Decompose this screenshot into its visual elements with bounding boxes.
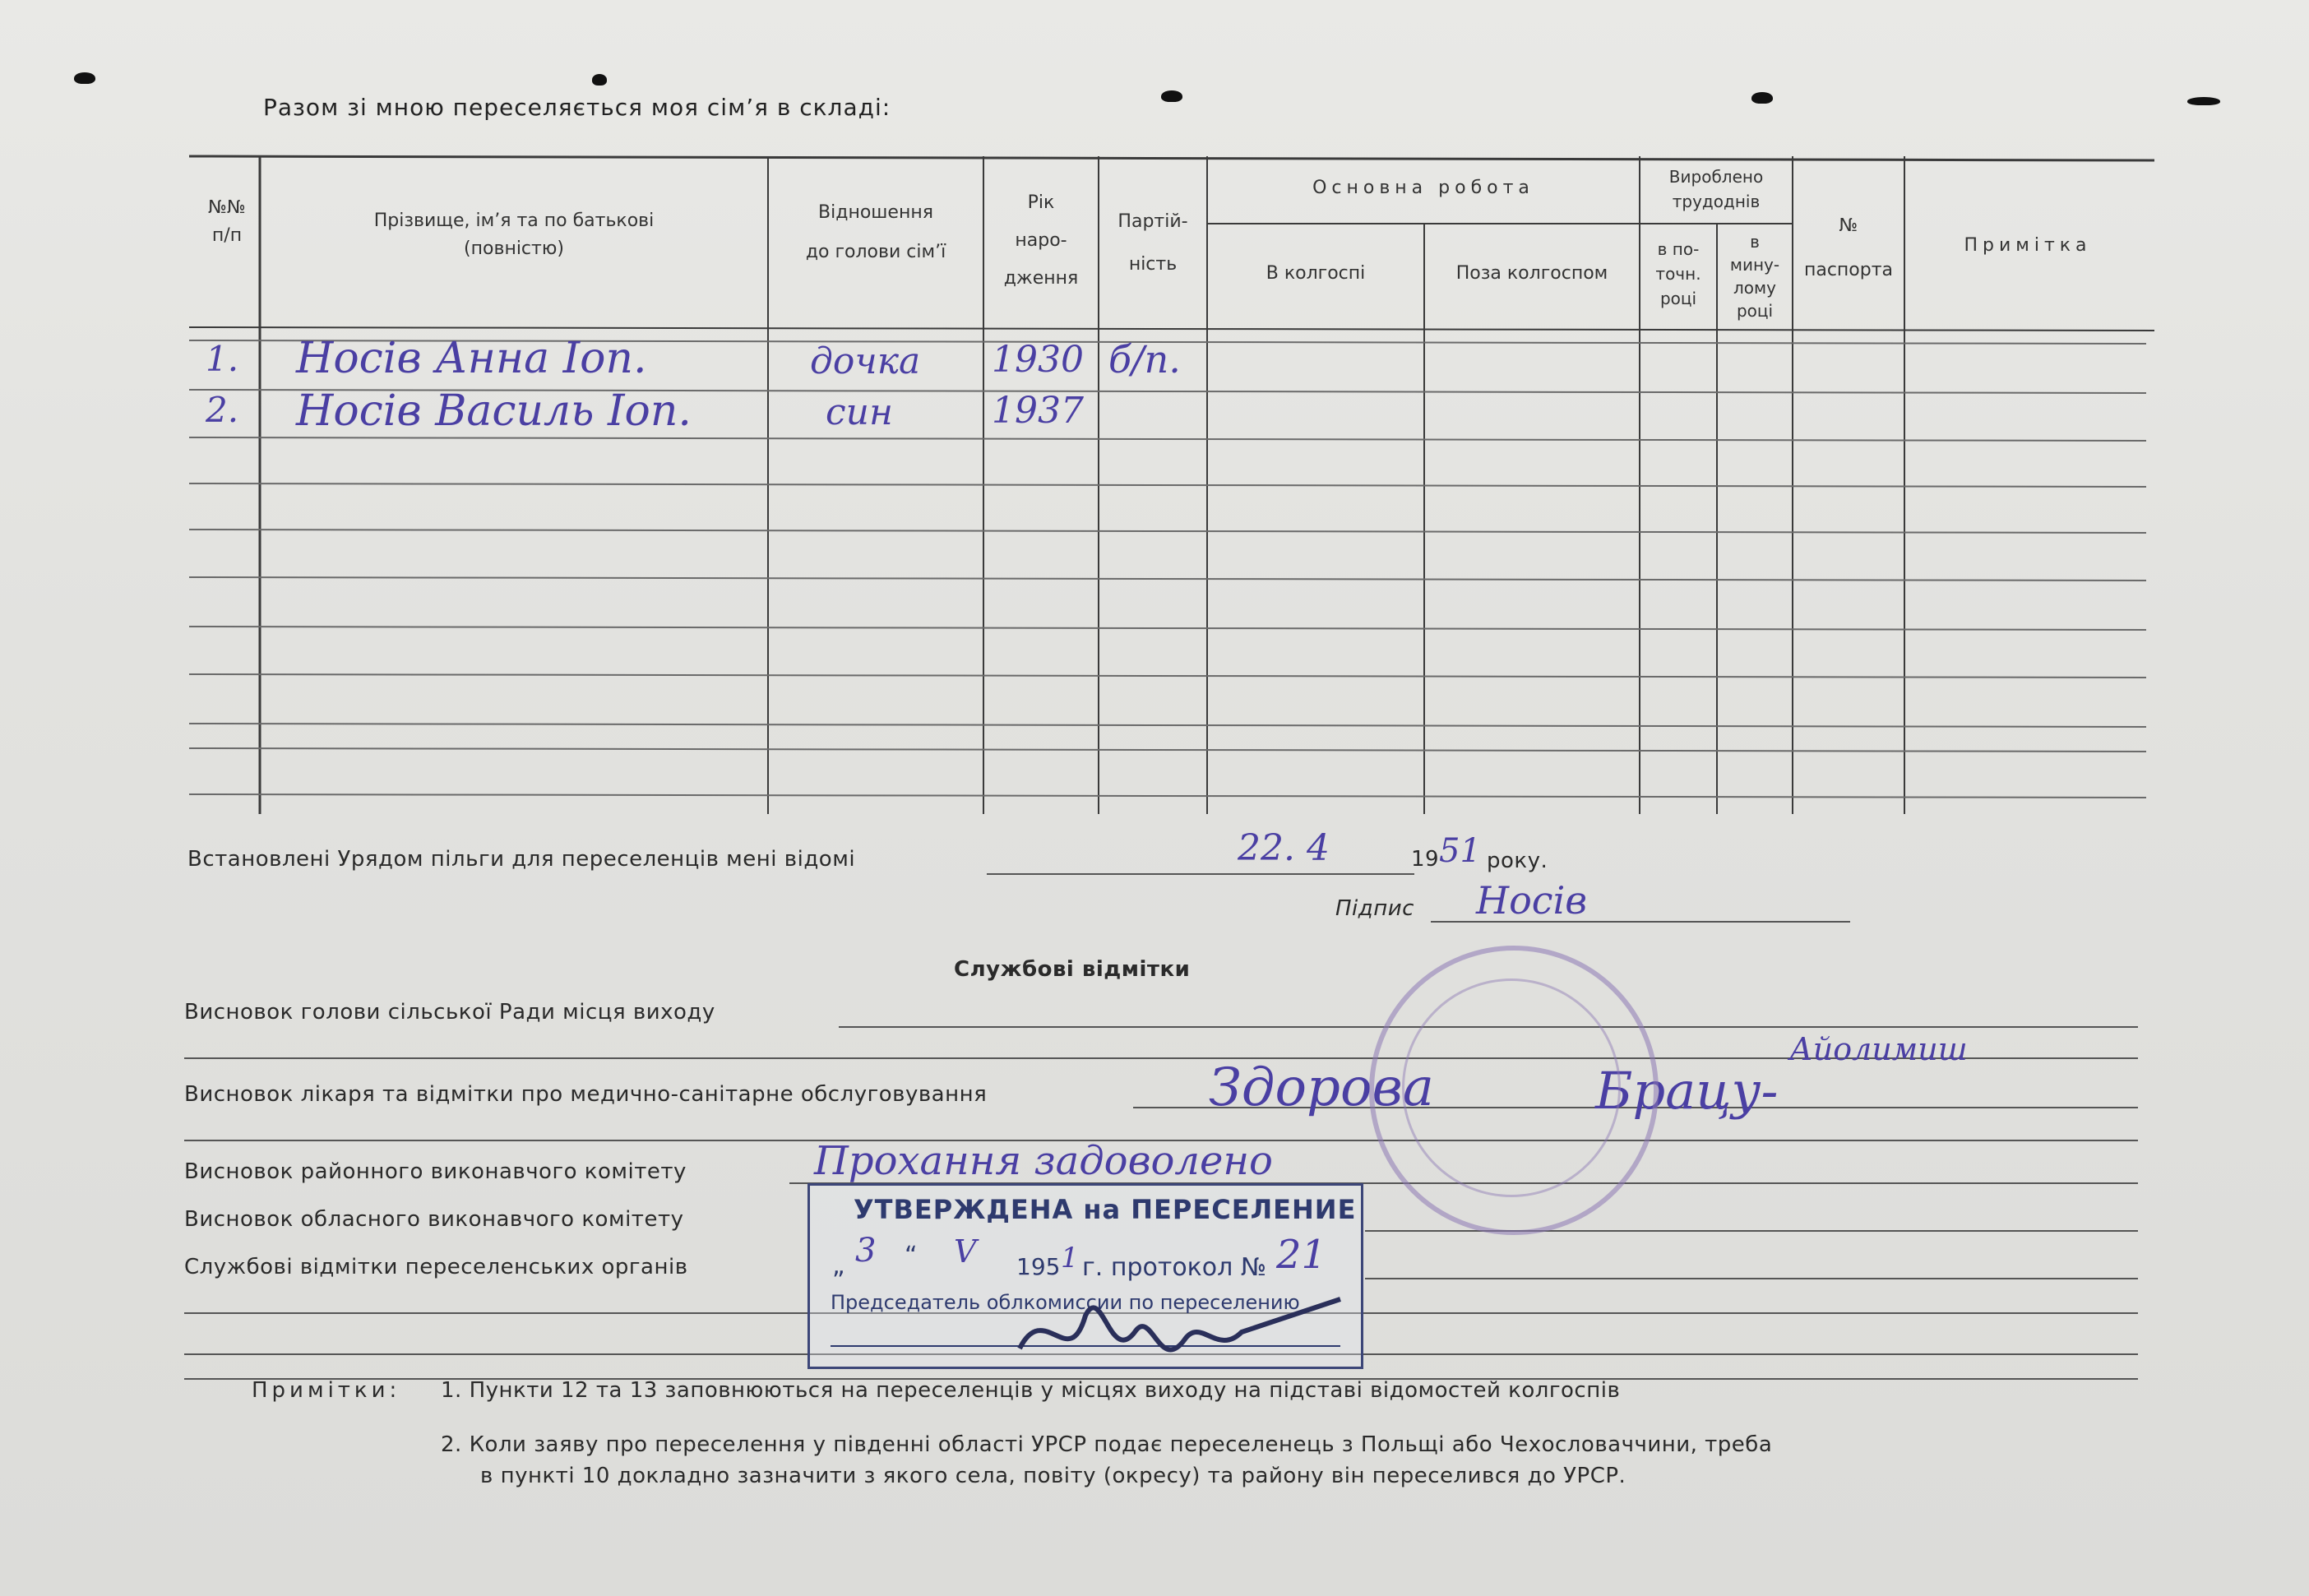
row-number: 1. bbox=[206, 339, 239, 379]
col-header-name: Прізвище, ім’я та по батькові (повністю) bbox=[373, 210, 655, 259]
col-header-birth-year: Рік наро- дження bbox=[1003, 192, 1079, 289]
notes-label: Примітки: bbox=[252, 1378, 401, 1403]
oblast-committee-label: Висновок обласного виконавчого комітету bbox=[184, 1207, 684, 1232]
benefits-date: 22. 4 bbox=[1238, 827, 1330, 869]
stamp-day: 3 bbox=[855, 1232, 877, 1270]
note-2: 2. Коли заяву про переселення у південні області УРСР подає переселенець з Польщі або Чехословаччини, треба bbox=[441, 1432, 1773, 1457]
stamp-year: 1 bbox=[1061, 1242, 1079, 1274]
doctor-label: Висновок лікаря та відмітки про медично-санітарне обслуговування bbox=[184, 1082, 988, 1107]
col-header-in-kolhosp: В колгоспі bbox=[1266, 263, 1366, 284]
signature: Носів bbox=[1476, 878, 1588, 923]
stamp-year-prefix: 195 bbox=[1016, 1253, 1061, 1280]
col-header-number: №№ п/п bbox=[208, 197, 246, 246]
benefits-year-prefix: 19 bbox=[1411, 847, 1440, 872]
doctor-signature: Брацу- bbox=[1595, 1061, 1779, 1121]
row-name: Носів Василь Іоп. bbox=[296, 386, 692, 436]
row-relation: син bbox=[826, 391, 893, 433]
stamp-protocol-number: 21 bbox=[1276, 1232, 1327, 1278]
stamp-signature bbox=[1011, 1283, 1357, 1381]
stamp-quote-close: “ bbox=[905, 1242, 918, 1270]
district-conclusion: Прохання задоволено bbox=[814, 1138, 1273, 1184]
district-committee-label: Висновок районного виконавчого комітету bbox=[184, 1159, 687, 1184]
col-header-passport: № паспорта bbox=[1803, 215, 1894, 280]
resettlement-line bbox=[1365, 1278, 2138, 1279]
col-header-relation: Відношення до голови сім’ї bbox=[805, 202, 946, 262]
benefits-year-suffix: року. bbox=[1487, 849, 1548, 873]
stamp-title: УТВЕРЖДЕНА на ПЕРЕСЕЛЕНИЕ bbox=[854, 1194, 1357, 1225]
stamp-month: V bbox=[954, 1233, 977, 1270]
col-header-party: Партій- ність bbox=[1117, 211, 1188, 275]
stamp-protocol: г. протокол № bbox=[1082, 1253, 1267, 1282]
doctor-name: Айолимиш bbox=[1789, 1031, 1968, 1067]
stamp-chairman: Председатель облкомиссии по переселению bbox=[831, 1291, 1300, 1314]
note-2-continued: в пункті 10 докладно зазначити з якого села, повіту (окресу) та району він переселився до УРСР. bbox=[480, 1464, 1626, 1488]
col-header-past-year: в мину- лому році bbox=[1729, 232, 1780, 321]
benefits-line bbox=[987, 873, 1414, 875]
row-number: 2. bbox=[206, 390, 239, 430]
benefits-text: Встановлені Урядом пільги для переселенців мені відомі bbox=[187, 847, 856, 872]
col-header-outside-kolhosp: Поза колгоспом bbox=[1455, 263, 1608, 284]
row-party: б/п. bbox=[1108, 337, 1181, 382]
row-birth-year: 1937 bbox=[992, 390, 1084, 432]
row-birth-year: 1930 bbox=[992, 339, 1084, 381]
official-title: Службові відмітки bbox=[954, 957, 1191, 982]
col-header-current-year: в по- точн. році bbox=[1655, 239, 1701, 308]
col-header-workdays: Вироблено трудоднів bbox=[1668, 167, 1764, 211]
row-relation: дочка bbox=[810, 340, 921, 382]
family-heading: Разом зі мною переселяється моя сім’я в складі: bbox=[263, 94, 891, 121]
resettlement-marks-label: Службові відмітки переселенських органів bbox=[184, 1255, 688, 1279]
stamp-quote-open: „ bbox=[832, 1251, 845, 1280]
benefits-year: 51 bbox=[1439, 832, 1481, 870]
col-header-note: Примітка bbox=[1964, 235, 2092, 256]
col-header-main-work: Основна робота bbox=[1312, 178, 1534, 198]
signature-label: Підпис bbox=[1335, 896, 1414, 921]
village-head-label: Висновок голови сільської Ради місця виходу bbox=[184, 1000, 715, 1025]
note-1: 1. Пункти 12 та 13 заповнюються на переселенців у місцях виходу на підставі відомостей колгоспів bbox=[441, 1378, 1621, 1403]
round-seal-inner bbox=[1402, 978, 1621, 1197]
row-name: Носів Анна Іоп. bbox=[296, 334, 647, 383]
doctor-conclusion: Здорова bbox=[1209, 1057, 1434, 1118]
